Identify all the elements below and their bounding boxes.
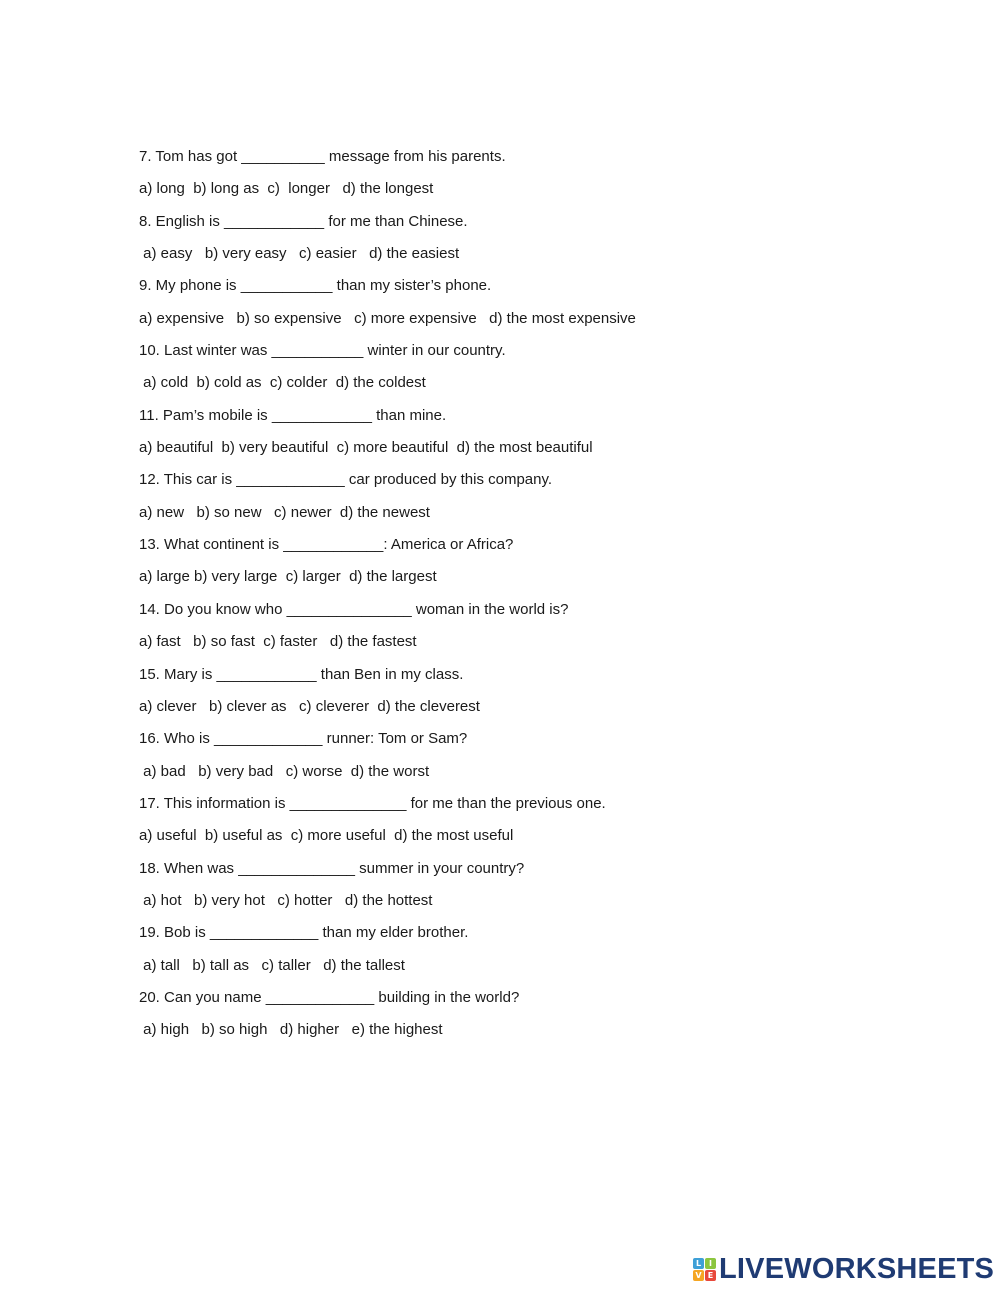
question-8: 8. English is ____________ for me than Chinese. — [139, 212, 468, 230]
question-9: 9. My phone is ___________ than my sister’s phone. — [139, 277, 492, 295]
question-20: 20. Can you name _____________ building in the world? — [139, 988, 520, 1006]
options-7: a) long b) long as c) longer d) the longest — [139, 180, 434, 198]
options-18: a) hot b) very hot c) hotter d) the hottest — [139, 891, 433, 909]
options-15: a) clever b) clever as c) cleverer d) the cleverest — [139, 697, 480, 715]
question-list — [139, 146, 939, 1052]
question-11: 11. Pam’s mobile is ____________ than mine. — [139, 406, 447, 424]
question-16: 16. Who is _____________ runner: Tom or Sam? — [139, 730, 468, 748]
options-9: a) expensive b) so expensive c) more expensive d) the most expensive — [139, 309, 636, 327]
options-20: a) high b) so high d) higher e) the highest — [139, 1021, 443, 1039]
question-18: 18. When was ______________ summer in your country? — [139, 859, 525, 877]
live-blocks-icon — [693, 1258, 716, 1281]
question-17: 17. This information is ______________ for me than the previous one. — [139, 794, 606, 812]
options-12: a) new b) so new c) newer d) the newest — [139, 503, 430, 521]
options-19: a) tall b) tall as c) taller d) the tallest — [139, 956, 405, 974]
logo-block-i: I — [705, 1258, 716, 1269]
logo-block-l: L — [693, 1258, 704, 1269]
liveworksheets-logo — [693, 1254, 994, 1284]
options-10: a) cold b) cold as c) colder d) the coldest — [139, 374, 426, 392]
options-11: a) beautiful b) very beautiful c) more beautiful d) the most beautiful — [139, 439, 593, 457]
question-15: 15. Mary is ____________ than Ben in my class. — [139, 665, 464, 683]
options-14: a) fast b) so fast c) faster d) the fastest — [139, 633, 417, 651]
logo-block-v: V — [693, 1270, 704, 1281]
question-19: 19. Bob is _____________ than my elder brother. — [139, 924, 469, 942]
options-13: a) large b) very large c) larger d) the largest — [139, 568, 437, 586]
question-14: 14. Do you know who _______________ woman in the world is? — [139, 600, 569, 618]
options-17: a) useful b) useful as c) more useful d) the most useful — [139, 827, 514, 845]
logo-wordmark: LIVEWORKSHEETS — [719, 1253, 995, 1285]
question-7: 7. Tom has got __________ message from his parents. — [139, 148, 506, 165]
options-16: a) bad b) very bad c) worse d) the worst — [139, 762, 430, 780]
question-13: 13. What continent is ____________: America or Africa? — [139, 536, 514, 554]
question-10: 10. Last winter was ___________ winter in our country. — [139, 342, 506, 360]
options-8: a) easy b) very easy c) easier d) the easiest — [139, 245, 460, 263]
logo-block-e: E — [705, 1270, 716, 1281]
question-12: 12. This car is _____________ car produced by this company. — [139, 471, 553, 489]
